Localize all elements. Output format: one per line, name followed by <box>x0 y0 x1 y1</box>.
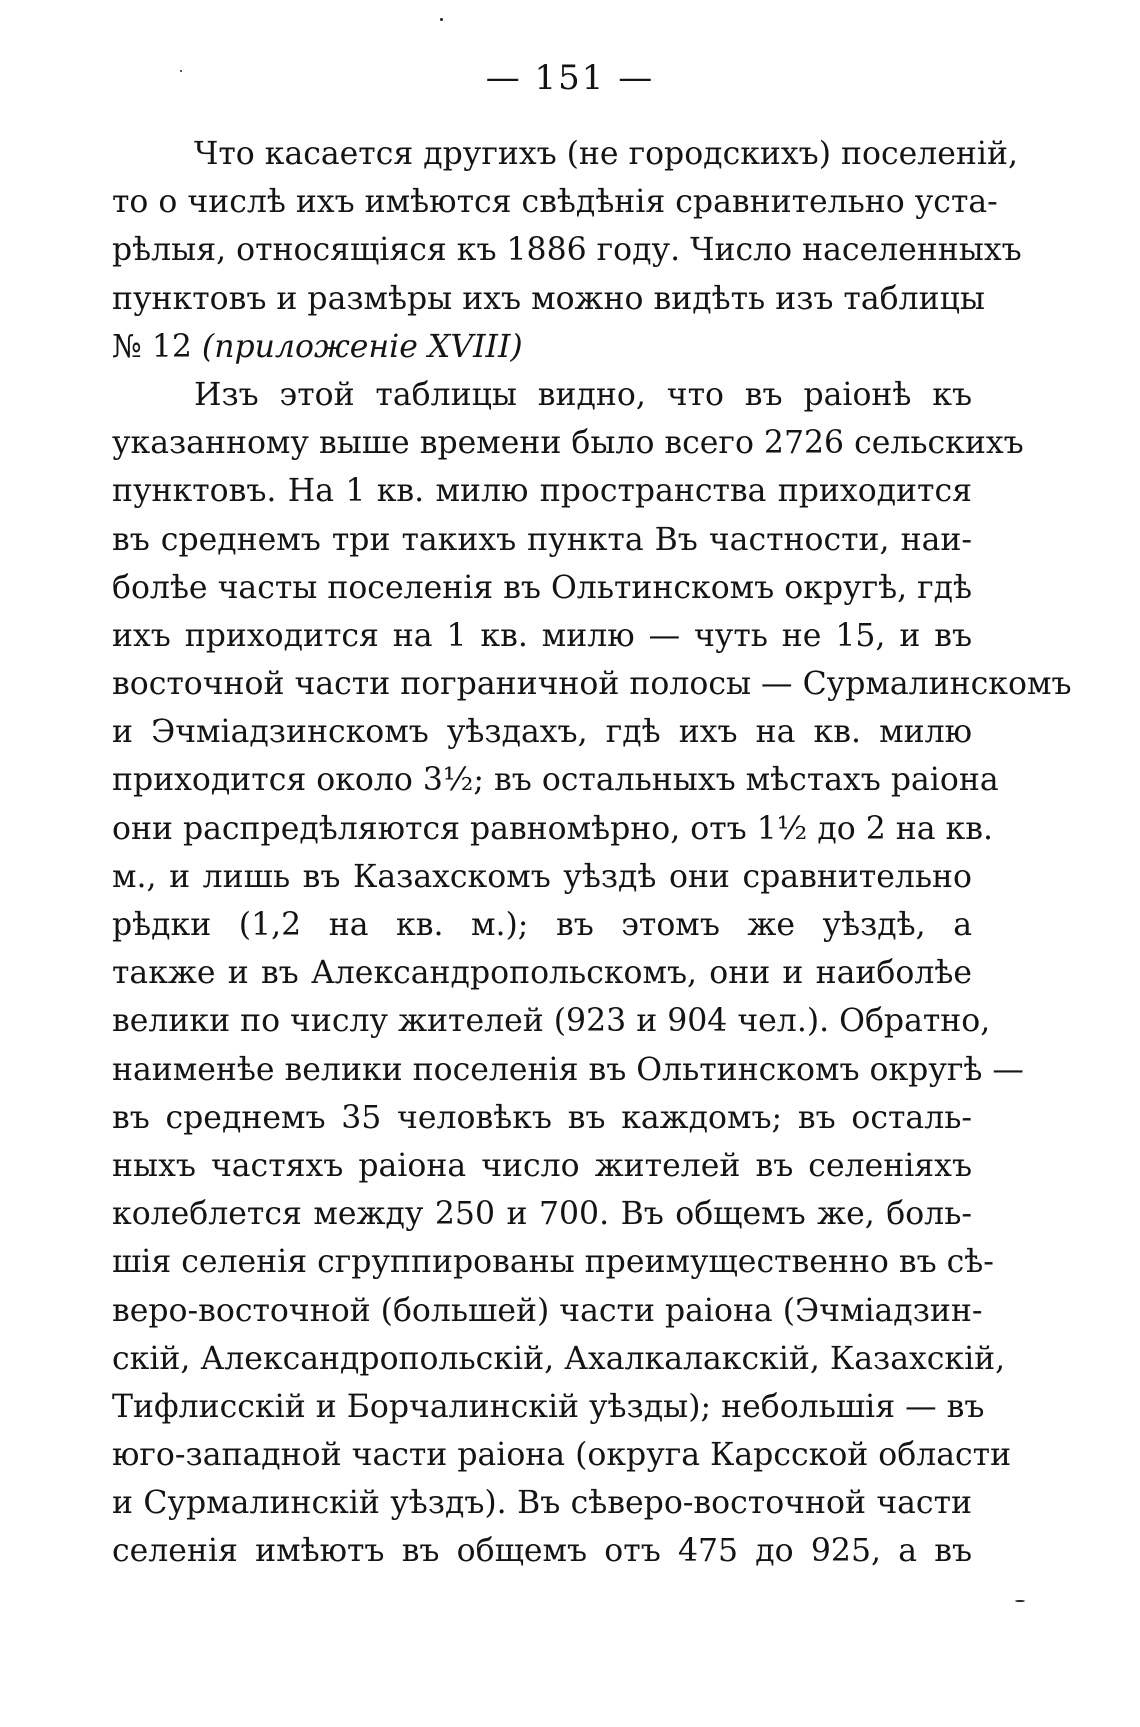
text-line: скій, Александропольскій, Ахалкалакскій, Казахскій, <box>112 1340 1006 1377</box>
text-line: также и въ Александропольскомъ, они и наиболѣе <box>112 955 972 992</box>
table-number: № 12 <box>112 328 202 365</box>
text-line: рѣдки (1,2 на кв. м.); въ этомъ же уѣздѣ, а <box>112 907 972 943</box>
text-line: то о числѣ ихъ имѣются свѣдѣнія сравнительно уста- <box>112 184 998 221</box>
text-line: пунктовъ и размѣры ихъ можно видѣть изъ таблицы <box>112 280 985 317</box>
text-line: велики по числу жителей (923 и 904 чел.). Обратно, <box>112 1003 991 1040</box>
scan-speck <box>440 18 443 21</box>
text-line: и Сурмалинскій уѣздъ). Въ сѣверо-восточной части <box>112 1485 972 1522</box>
text-line: пунктовъ. На 1 кв. милю пространства приходится <box>112 473 972 510</box>
text-line: болѣе часты поселенія въ Ольтинскомъ округѣ, гдѣ <box>112 569 973 606</box>
appendix-reference: (приложеніе XVIII) <box>201 328 523 365</box>
scan-speck <box>1015 1600 1025 1602</box>
text-line: ихъ приходится на 1 кв. милю — чуть не 15, и въ <box>112 617 972 654</box>
text-line: указанному выше времени было всего 2726 сельскихъ <box>112 425 1024 462</box>
text-line: веро-восточной (большей) части раіона (Эчміадзин- <box>112 1292 983 1329</box>
page-number: — 151 — <box>485 58 655 98</box>
text-line: колеблется между 250 и 700. Въ общемъ же, боль- <box>112 1196 972 1233</box>
text-line: восточной части пограничной полосы — Сурмалинскомъ <box>112 666 1072 703</box>
text-line: въ среднемъ 35 человѣкъ въ каждомъ; въ осталь- <box>112 1099 972 1136</box>
text-line: селенія имѣютъ въ общемъ отъ 475 до 925, а въ <box>112 1533 972 1570</box>
text-line: Что касается другихъ (не городскихъ) поселеній, <box>194 136 1018 172</box>
text-line: Изъ этой таблицы видно, что въ раіонѣ къ <box>194 376 972 413</box>
text-line: и Эчміадзинскомъ уѣздахъ, гдѣ ихъ на кв. милю <box>112 714 972 751</box>
text-line: м., и лишь въ Казахскомъ уѣздѣ они сравнительно <box>112 858 972 895</box>
paragraph-2 <box>112 371 1072 1576</box>
text-line: наименѣе велики поселенія въ Ольтинскомъ округѣ — <box>112 1051 1024 1088</box>
text-line: ныхъ частяхъ раіона число жителей въ селеніяхъ <box>112 1147 972 1184</box>
text-line: шія селенія сгруппированы преимущественно въ сѣ- <box>112 1244 994 1281</box>
body-text <box>112 130 1072 1576</box>
scan-speck <box>180 70 182 72</box>
text-line: приходится около 3½; въ остальныхъ мѣстахъ раіона <box>112 762 999 799</box>
paragraph-1 <box>112 130 1022 371</box>
text-line: рѣлыя, относящіяся къ 1886 году. Число населенныхъ <box>112 232 1022 269</box>
text-line: они распредѣляются равномѣрно, отъ 1½ до 2 на кв. <box>112 810 993 847</box>
text-line-table-reference <box>112 323 972 371</box>
text-line: Тифлисскій и Борчалинскій уѣзды); небольшія — въ <box>112 1388 985 1425</box>
text-line: въ среднемъ три такихъ пункта Въ частности, наи- <box>112 521 972 558</box>
text-line: юго-западной части раіона (округа Карсской области <box>112 1437 1012 1474</box>
